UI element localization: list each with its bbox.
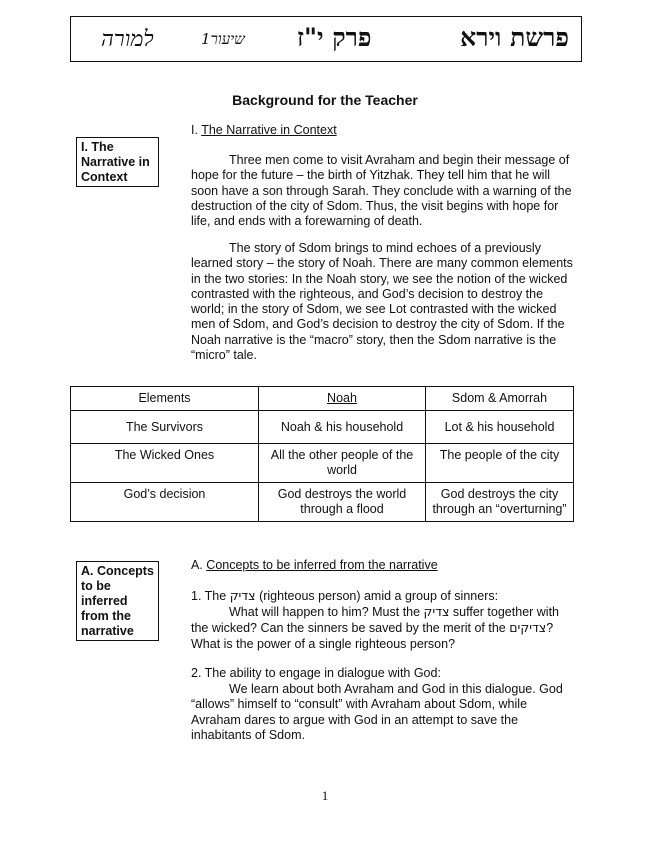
table-cell: God’s decision [71, 483, 259, 522]
section-heading-text: The Narrative in Context [201, 123, 337, 137]
paragraph-visit [191, 153, 577, 229]
concept-item-1-body-c: ? What is the power of a single righteous person? [191, 621, 554, 651]
concept-item-2-body [191, 682, 577, 743]
concept-item-1-body-b: suffer together with the wicked? Can the sinners be saved by the merit of the [191, 605, 560, 636]
table-row [71, 411, 574, 444]
concept-item-1-title-post: (righteous person) amid a group of sinners: [255, 589, 499, 603]
table-cell: All the other people of the world [259, 444, 426, 483]
section-heading-concepts [191, 558, 438, 572]
table-cell: Lot & his household [426, 411, 574, 444]
comparison-table [70, 386, 574, 522]
table-row [71, 483, 574, 522]
sidebar-label-narrative: I. The Narrative in Context [76, 137, 159, 187]
page-title: Background for the Teacher [232, 92, 418, 108]
table-cell: The people of the city [426, 444, 574, 483]
paragraph-sdom-noah-text: The story of Sdom brings to mind echoes of a previously learned story – the story of Noah. There are many common elements in the two stories: In the Noah story, we see the notion of the wicked contrasted with the righteous, and God’s decision to destroy the world; in the story of Sdom, we see Lot contrasted with the wicked men of Sdom, and God’s decision to destroy the city of Sdom. If the Noah narrative is the “macro” story, then the Sdom narrative is the “micro” tale. [191, 241, 573, 363]
worksheet-header [70, 16, 582, 62]
table-cell: God destroys the world through a flood [259, 483, 426, 522]
table-header-cell [259, 387, 426, 411]
table-cell: The Survivors [71, 411, 259, 444]
sidebar-label-concepts: A. Concepts to be inferred from the narrative [76, 561, 159, 641]
table-cell: God destroys the city through an “overturning” [426, 483, 574, 522]
hebrew-word: צדיק [423, 604, 450, 619]
section-heading-number: A. [191, 558, 203, 572]
teacher-label: למורה [101, 27, 154, 52]
table-row [71, 444, 574, 483]
table-header-cell: Elements [71, 387, 259, 411]
table-header-row [71, 387, 574, 411]
perek-title: פרק י"ז [297, 23, 372, 52]
table-header-cell: Sdom & Amorrah [426, 387, 574, 411]
table-cell: The Wicked Ones [71, 444, 259, 483]
concept-item-1-title-pre: 1. The [191, 589, 230, 603]
table-cell: Noah & his household [259, 411, 426, 444]
paragraph-sdom-noah [191, 241, 577, 363]
concept-item-1-body-a: What will happen to him? Must the [229, 605, 424, 619]
concept-item-1-title [191, 588, 577, 604]
concept-item-2-title: 2. The ability to engage in dialogue with God: [191, 666, 441, 680]
paragraph-visit-text: Three men come to visit Avraham and begin their message of hope for the future – the birth of Yitzhak. They tell him that he will soon have a son through Sarah. They conclude with a warning of the destruction of the city of Sdom. Thus, the visit begins with hope for life, and ends with a forewarning of death. [191, 153, 572, 229]
table-header-text: Noah [327, 391, 357, 405]
section-heading-text: Concepts to be inferred from the narrative [206, 558, 438, 572]
section-heading-narrative [191, 123, 337, 137]
hebrew-word: צדיק [229, 588, 256, 603]
section-heading-number: I. [191, 123, 198, 137]
page-number: 1 [321, 788, 329, 803]
concept-item-2-body-text: We learn about both Avraham and God in this dialogue. God “allows” himself to “consult” with Avraham about Sdom, while Avraham dares to argue with God in an attempt to save the inhabitants of Sdom. [191, 682, 563, 742]
concept-item-1-body [191, 604, 577, 652]
lesson-label: 1שיעור [201, 30, 245, 48]
hebrew-word: צדיקים [509, 620, 547, 636]
parsha-title: פרשת וירא [460, 23, 569, 52]
